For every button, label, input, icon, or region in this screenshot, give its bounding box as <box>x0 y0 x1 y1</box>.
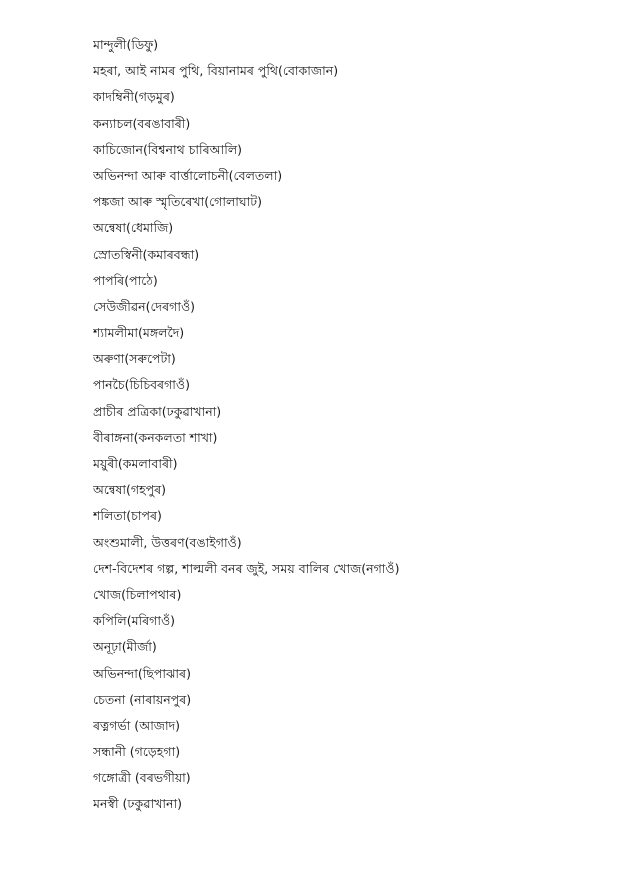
list-item: স্রোতস্বিনী(কমাৰবন্ধা) <box>93 246 200 262</box>
list-item: কন্যাচল(বৰঙাবাৰী) <box>93 115 191 131</box>
list-item: অংশুমালী, উত্তৰণ(বঙাইগাওঁ) <box>93 534 242 550</box>
list-item: কাচিজোন(বিশ্বনাথ চাৰিআলি) <box>93 141 243 157</box>
list-item: প্ৰাচীৰ প্ৰত্ৰিকা(ঢকুৱাখানা) <box>93 403 222 419</box>
list-item: সন্ধানী (গড়েহগা) <box>93 744 181 760</box>
list-item: অৰুণা(সৰুপেটা) <box>93 351 176 367</box>
list-item: মহৰা, আই নামৰ পুথি, বিয়ানামৰ পুথি(বোকাজান) <box>93 63 339 79</box>
list-item: চেতনা (নাৰায়নপুৰ) <box>93 691 192 707</box>
list-item: ময়ুৰী(কমলাবাৰী) <box>93 456 178 471</box>
list-item: পাপৰি(পাঠে) <box>93 272 158 288</box>
list-item: শলিতা(চাপৰ) <box>93 508 162 524</box>
list-item: মান্দুলী(ডিফু) <box>93 37 159 52</box>
list-item: অনূঢ়া(মীৰ্জা) <box>93 639 157 655</box>
list-item: শ্যামলীমা(মঙ্গলদৈ) <box>93 325 185 341</box>
list-item: ৰত্নগৰ্ভা (আজাদ) <box>93 717 181 733</box>
list-item: পানচৈ(চিচিবৰগাওঁ) <box>93 377 190 393</box>
list-item: দেশ-বিদেশৰ গল্প, শাল্মলী বনৰ জুই, সময় বালিৰ খোজ(নগাওঁ) <box>93 560 400 576</box>
list-item: সেউজীৱন(দেৰগাওঁ) <box>93 298 196 314</box>
list-item: অভিনন্দা(ছিপাঝাৰ) <box>93 665 191 681</box>
magazine-list <box>93 32 613 818</box>
list-item: গঙ্গোত্ৰী (বৰভগীয়া) <box>93 770 191 786</box>
list-item: মনস্বী (ঢকুৱাখানা) <box>93 796 182 812</box>
list-item: বীৰাঙ্গনা(কনকলতা শাখা) <box>93 429 218 445</box>
list-item: অভিনন্দা আৰু বাৰ্ত্তালোচনী(বেলতলা) <box>93 167 283 183</box>
list-item: কাদম্বিনী(গড়মুৰ) <box>93 89 175 105</box>
list-item: কপিলি(মৰিগাওঁ) <box>93 613 176 629</box>
list-item: অন্বেষা(ধেমাজি) <box>93 220 174 236</box>
list-item: অন্বেষা(গহপুৰ) <box>93 482 167 498</box>
list-item: পঙ্কজা আৰু স্মৃতিৰেখা(গোলাঘাট) <box>93 194 262 210</box>
list-item: খোজ(চিলাপথাৰ) <box>93 586 182 602</box>
